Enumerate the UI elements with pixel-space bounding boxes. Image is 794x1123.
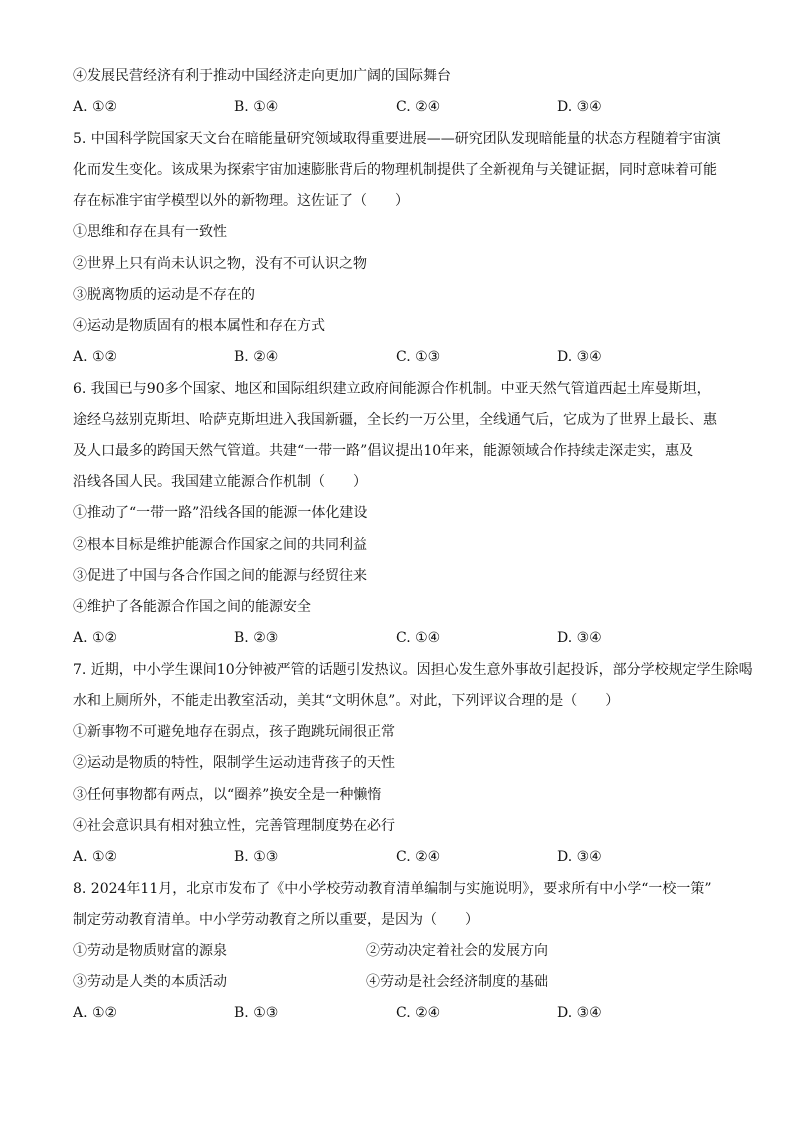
q6-stem-line-3: 及人口最多的跨国天然气管道。共建“一带一路”倡议提出10年来，能源领域合作持续走深走实，惠及 (73, 443, 694, 459)
q5-stem-line-3: 存在标准宇宙学模型以外的新物理。这佐证了（ ） (73, 193, 409, 209)
q5-item-1: ①思维和存在具有一致性 (73, 224, 227, 240)
q8-option-c: C. ②④ (396, 1005, 441, 1021)
q4-option-b: B. ①④ (234, 99, 279, 115)
q8-item-1: ①劳动是物质财富的源泉 (73, 943, 227, 959)
q8-option-a: A. ①② (73, 1005, 118, 1021)
q8-item-4: ④劳动是社会经济制度的基础 (366, 974, 548, 990)
q8-item-2: ②劳动决定着社会的发展方向 (366, 943, 548, 959)
q6-option-a: A. ①② (73, 630, 118, 646)
q7-option-d: D. ③④ (557, 849, 602, 865)
q6-item-3: ③促进了中国与各合作国之间的能源与经贸往来 (73, 568, 367, 584)
q8-item-3: ③劳动是人类的本质活动 (73, 974, 227, 990)
q6-item-2: ②根本目标是维护能源合作国家之间的共同利益 (73, 537, 367, 553)
q7-option-a: A. ①② (73, 849, 118, 865)
q5-option-b: B. ②④ (234, 349, 279, 365)
q7-option-b: B. ①③ (234, 849, 279, 865)
q6-option-b: B. ②③ (234, 630, 279, 646)
q7-item-4: ④社会意识具有相对独立性，完善管理制度势在必行 (73, 818, 395, 834)
q7-stem-line-2: 水和上厕所外，不能走出教室活动，美其“文明休息”。对此，下列评议合理的是（ ） (73, 693, 620, 709)
q8-stem-line-1: 8. 2024年11月，北京市发布了《中小学校劳动教育清单编制与实施说明》，要求所有中小学“一校一策” (73, 881, 712, 897)
q7-item-2: ②运动是物质的特性，限制学生运动违背孩子的天性 (73, 755, 395, 771)
q6-option-d: D. ③④ (557, 630, 602, 646)
q7-option-c: C. ②④ (396, 849, 441, 865)
q6-item-4: ④维护了各能源合作国之间的能源安全 (73, 599, 311, 615)
q4-item-4: ④发展民营经济有利于推动中国经济走向更加广阔的国际舞台 (73, 68, 451, 84)
q6-stem-line-2: 途经乌兹别克斯坦、哈萨克斯坦进入我国新疆，全长约一万公里，全线通气后，它成为了世界上最长、惠 (73, 412, 717, 428)
q5-stem-line-1: 5. 中国科学院国家天文台在暗能量研究领域取得重要进展——研究团队发现暗能量的状态方程随着宇宙演 (73, 131, 721, 147)
q8-stem-line-2: 制定劳动教育清单。中小学劳动教育之所以重要，是因为（ ） (73, 912, 479, 928)
q5-item-3: ③脱离物质的运动是不存在的 (73, 287, 255, 303)
q5-option-d: D. ③④ (557, 349, 602, 365)
q5-option-c: C. ①③ (396, 349, 441, 365)
q7-stem-line-1: 7. 近期，中小学生课间10分钟被严管的话题引发热议。因担心发生意外事故引起投诉，部分学校规定学生除喝 (73, 662, 753, 678)
q7-item-3: ③任何事物都有两点，以“圈养”换安全是一种懒惰 (73, 787, 382, 803)
q8-option-b: B. ①③ (234, 1005, 279, 1021)
q7-item-1: ①新事物不可避免地存在弱点，孩子跑跳玩闹很正常 (73, 724, 395, 740)
q6-stem-line-4: 沿线各国人民。我国建立能源合作机制（ ） (73, 474, 367, 490)
q5-option-a: A. ①② (73, 349, 118, 365)
q6-option-c: C. ①④ (396, 630, 441, 646)
q6-item-1: ①推动了“一带一路”沿线各国的能源一体化建设 (73, 505, 368, 521)
q5-item-2: ②世界上只有尚未认识之物，没有不可认识之物 (73, 256, 367, 272)
q4-option-c: C. ②④ (396, 99, 441, 115)
q4-option-d: D. ③④ (557, 99, 602, 115)
q8-option-d: D. ③④ (557, 1005, 602, 1021)
q5-stem-line-2: 化而发生变化。该成果为探索宇宙加速膨胀背后的物理机制提供了全新视角与关键证据，同时意味着可能 (73, 162, 717, 178)
q6-stem-line-1: 6. 我国已与90多个国家、地区和国际组织建立政府间能源合作机制。中亚天然气管道西起土库曼斯坦， (73, 381, 711, 397)
q5-item-4: ④运动是物质固有的根本属性和存在方式 (73, 318, 325, 334)
q4-option-a: A. ①② (73, 99, 118, 115)
